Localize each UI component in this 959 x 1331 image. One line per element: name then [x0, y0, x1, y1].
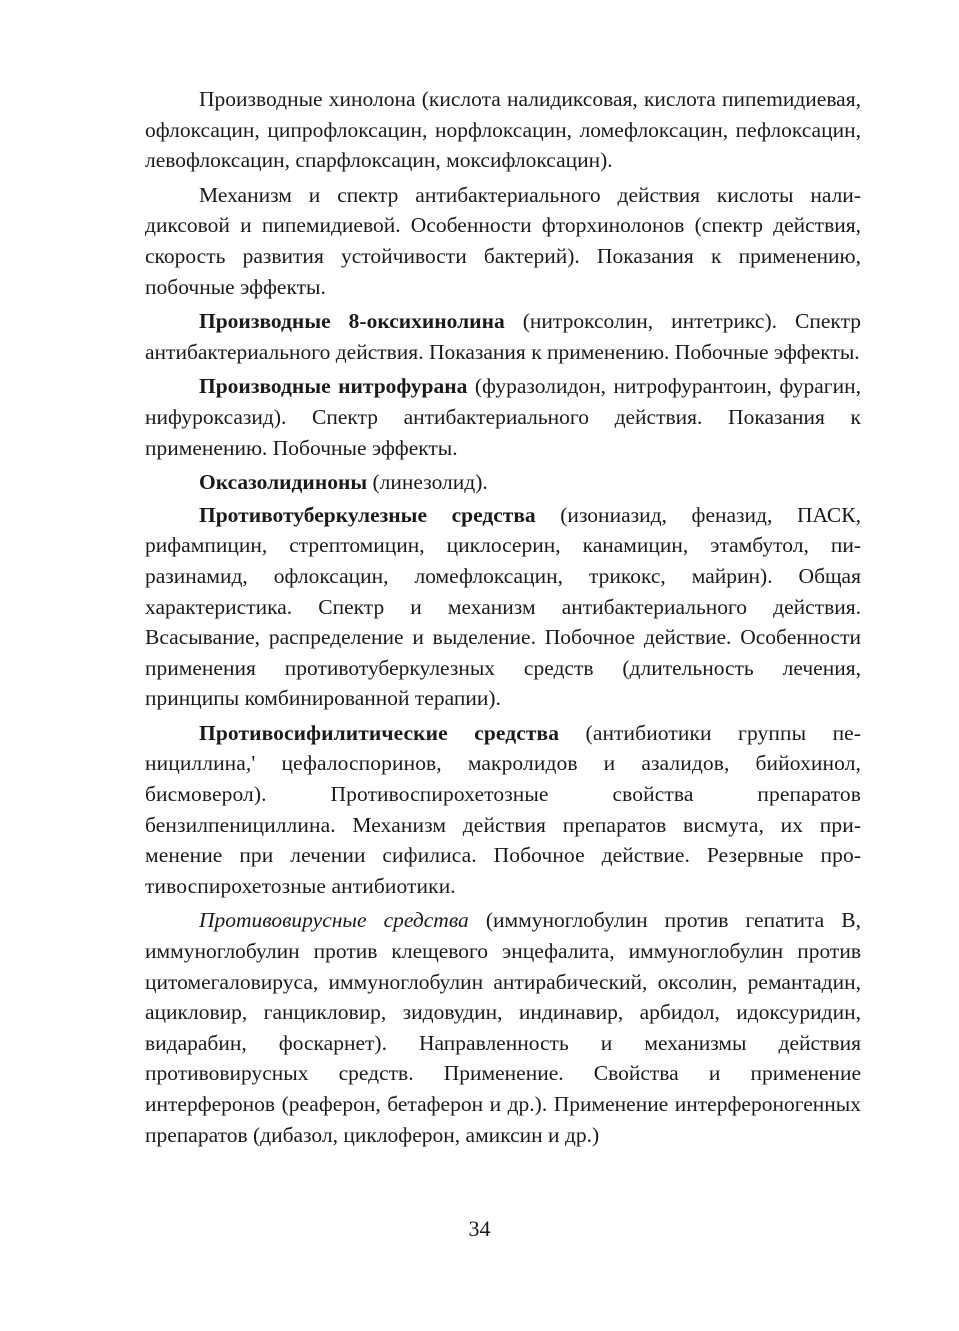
- paragraph-text: (антибиотики группы пенициллина,' цефалоспоринов, макролидов и азалидов, бийохинол, бисмоверол). Противоспирохетозные свойства препаратов бензилпенициллина. Механизм действия препаратов висмута, их применение при лечении сифилиса. Побочное действие. Резервные противоспирохетозные антибиотики.: [145, 720, 861, 898]
- paragraph-heading: Противосифилитические средства: [199, 720, 560, 745]
- paragraph-antituberculosis-agents: [145, 500, 861, 714]
- paragraph-heading: Производные нитрофурана: [199, 374, 468, 399]
- paragraph-quinolone-derivatives: [145, 84, 861, 176]
- paragraph-heading: Оксазолидиноны: [199, 470, 368, 495]
- paragraph-text: (линезолид).: [367, 470, 488, 495]
- paragraph-heading: Производные 8-оксихинолина: [199, 309, 505, 334]
- paragraph-oxyquinoline-derivatives: [145, 306, 861, 367]
- paragraph-heading: Противовирусные средства: [199, 908, 469, 933]
- paragraph-heading: Противотуберкулезные средства: [199, 502, 536, 527]
- body-text: [145, 84, 861, 1154]
- paragraph-mechanism-spectrum: [145, 180, 861, 302]
- paragraph-nitrofuran-derivatives: [145, 371, 861, 463]
- paragraph-oxazolidinones: [145, 467, 861, 498]
- paragraph-text: (нитроксолин, интетрикс). Спектр антибактериального действия. Показания к применению. Побочные эффекты.: [145, 309, 861, 364]
- page-number: 34: [468, 1216, 491, 1241]
- paragraph-antisyphilitic-agents: [145, 718, 861, 902]
- paragraph-text: (иммуноглобулин против гепатита В, иммуноглобулин против клещевого энцефалита, иммуноглобулин против цитомегаловируса, иммуноглобулин антирабический, оксолин, ремантадин, ацикловир, ганцикловир, зидовудин, индинавир, арбидол, идоксуридин, видарабин, фоскарнет). Направленность и механизмы действия противовирусных средств. Применение. Свойства и применение интерферонов (реаферон, бетаферон и др.). Применение интерфероногенных препаратов (дибазол, циклоферон, амиксин и др.): [145, 908, 861, 1147]
- paragraph-text: Механизм и спектр антибактериального действия кислоты налидиксовой и пипемидиевой. Особенности фторхинолонов (спектр действия, скорость развития устойчивости бактерий). Показания к применению, побочные эффекты.: [145, 182, 861, 299]
- paragraph-antiviral-agents: [145, 905, 861, 1150]
- paragraph-text: (изониазид, феназид, ПАСК, рифампицин, стрептомицин, циклосерин, канамицин, этамбутол, пиразинамид, офлоксацин, ломефлоксацин, трикокс, майрин). Общая характеристика. Спектр и механизм антибактериального действия. Всасывание, распределение и выделение. Побочное действие. Особенности применения противотуберкулезных средств (длительность лечения, принципы комбинированной терапии).: [145, 502, 861, 711]
- paragraph-text: Производные хинолона (кислота налидиксовая, кислота пипеmидиевая, офлоксацин, ципрофлоксацин, норфлоксацин, ломефлоксацин, пефлоксацин, левофлоксацин, спарфлоксацин, моксифлоксацин).: [145, 87, 861, 173]
- paragraph-text: (фуразолидон, нитрофурантоин, фурагин, нифуроксазид). Спектр антибактериального действия. Показания к применению. Побочные эффекты.: [145, 374, 861, 460]
